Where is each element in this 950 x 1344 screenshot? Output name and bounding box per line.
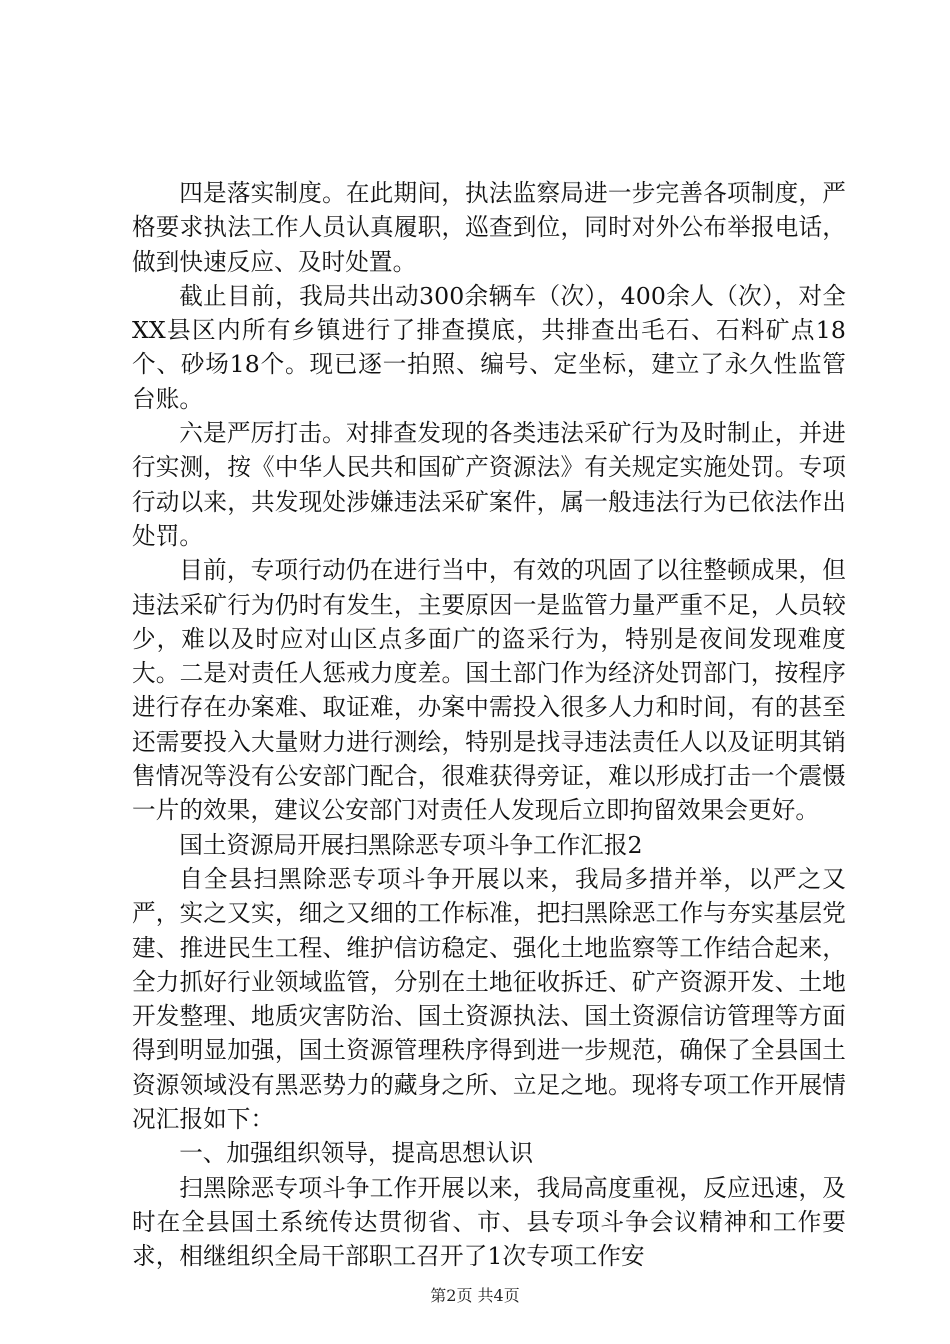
paragraph-leadership-detail: 扫黑除恶专项斗争工作开展以来，我局高度重视，反应迅速，及时在全县国土系统传达贯彻省、市、县专项斗争会议精神和工作要求，相继组织全局干部职工召开了1次专项工作安 (132, 1173, 846, 1271)
page-footer: 第2页 共4页 (430, 1286, 520, 1305)
paragraph-campaign-overview: 自全县扫黑除恶专项斗争开展以来，我局多措并举，以严之又严，实之又实，细之又细的工作标准，把扫黑除恶工作与夯实基层党建、推进民生工程、维护信访稳定、强化土地监察等工作结合起来，全力抓好行业领域监管，分别在土地征收拆迁、矿产资源开发、土地开发整理、地质灾害防治、国土资源执法、国土资源信访管理等方面得到明显加强，国土资源管理秩序得到进一步规范，确保了全县国土资源领域没有黑恶势力的藏身之所、立足之地。现将专项工作开展情况汇报如下： (132, 864, 846, 1134)
paragraph-implement-system: 四是落实制度。在此期间，执法监察局进一步完善各项制度，严格要求执法工作人员认真履职，巡查到位，同时对外公布举报电话，做到快速反应、及时处置。 (132, 179, 846, 276)
paragraph-current-problems: 目前，专项行动仍在进行当中，有效的巩固了以往整顿成果，但违法采矿行为仍时有发生，主要原因一是监管力量严重不足，人员较少，难以及时应对山区点多面广的盗采行为，特别是夜间发现难度大。二是对责任人惩戒力度差。国土部门作为经济处罚部门，按程序进行存在办案难、取证难，办案中需投入很多人力和时间，有的甚至还需要投入大量财力进行测绘，特别是找寻违法责任人以及证明其销售情况等没有公安部门配合，很难获得旁证，难以形成打击一个震慑一片的效果，建议公安部门对责任人发现后立即拘留效果会更好。 (132, 556, 846, 825)
paragraph-strict-crackdown: 六是严厉打击。对排查发现的各类违法采矿行为及时制止，并进行实测，按《中华人民共和国矿产资源法》有关规定实施处罚。专项行动以来，共发现处涉嫌违法采矿案件，属一般违法行为已依法作出处罚。 (132, 419, 846, 550)
document-body (132, 176, 846, 1274)
section-title: 国土资源局开展扫黑除恶专项斗争工作汇报2 (179, 830, 643, 859)
paragraph-inspection-results: 截止目前，我局共出动300余辆车（次），400余人（次），对全XX县区内所有乡镇进行了排查摸底，共排查出毛石、石料矿点18个、砂场18个。现已逐一拍照、编号、定坐标，建立了永久性监管台账。 (132, 281, 846, 413)
subheading-leadership: 一、加强组织领导，提高思想认识 (179, 1139, 534, 1168)
